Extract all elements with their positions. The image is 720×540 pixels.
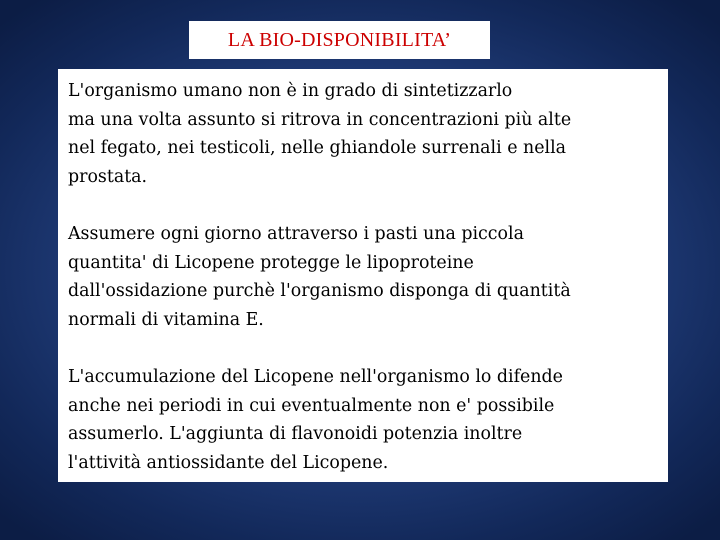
- slide-title: LA BIO-DISPONIBILITA’: [227, 28, 452, 51]
- title-box: [189, 21, 490, 59]
- paragraph-synthesis: L'organismo umano non è in grado di sintetizzarlo ma una volta assunto si ritrova in concentrazioni più alte nel fegato, nei testicoli, nelle ghiandole surrenali e nella prostata.: [68, 81, 572, 187]
- paragraph-intake: Assumere ogni giorno attraverso i pasti una piccola quantita' di Licopene protegge le lipoproteine dall'ossidazione purchè l'organismo disponga di quantità normali di vitamina E.: [68, 223, 571, 330]
- content-box: [58, 69, 668, 482]
- paragraph-accumulation: L'accumulazione del Licopene nell'organismo lo difende anche nei periodi in cui eventualmente non e' possibile assumerlo. L'aggiunta di flavonoidi potenzia inoltre l'attività antiossidante del Licopene.: [68, 366, 563, 473]
